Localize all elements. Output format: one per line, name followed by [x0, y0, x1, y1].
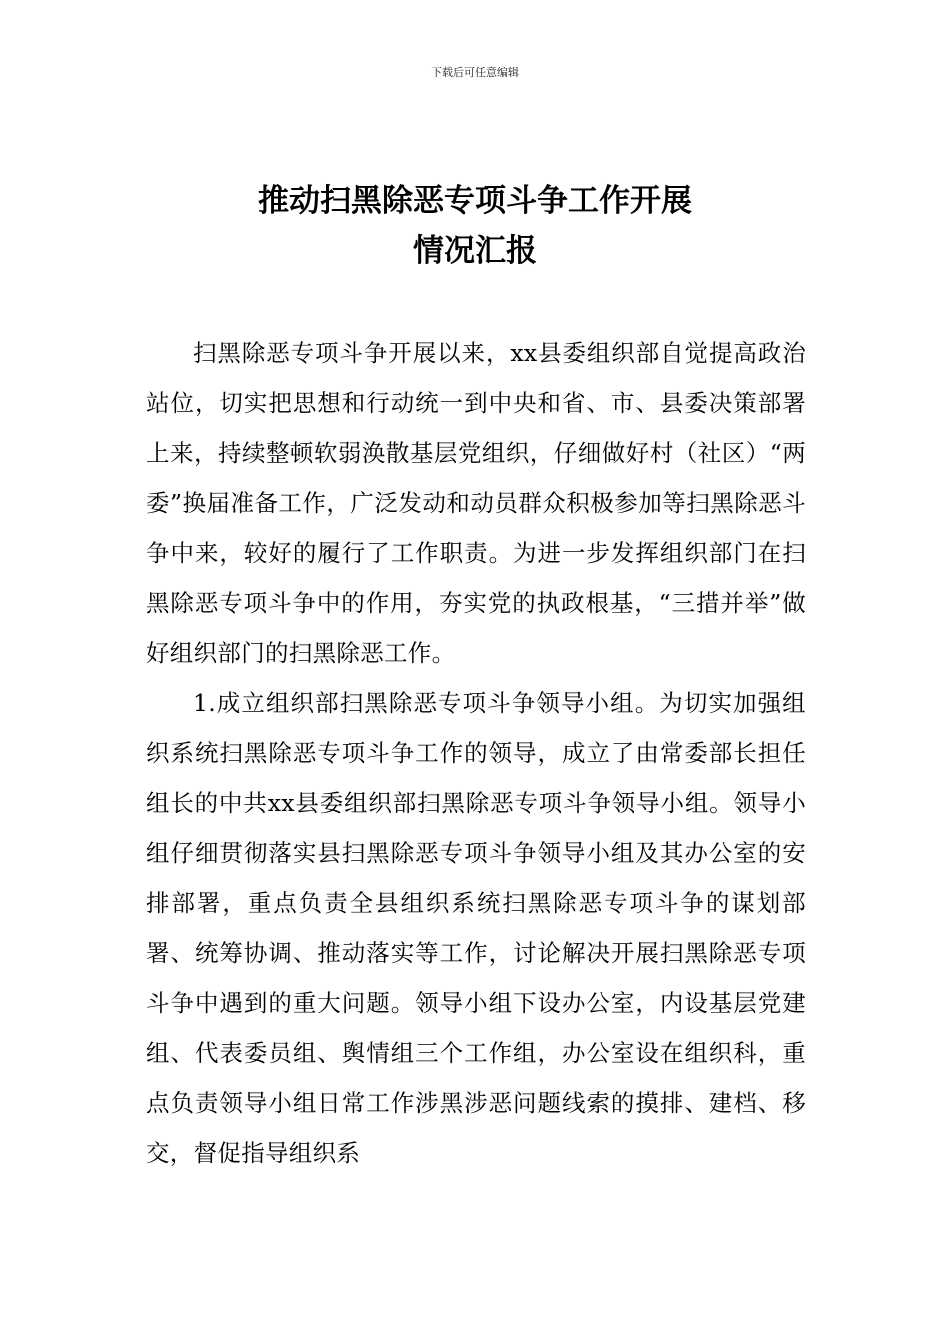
- title-line-2: 情况汇报: [413, 233, 537, 269]
- title-line-1: 推动扫黑除恶专项斗争工作开展: [258, 183, 692, 219]
- document-body: [146, 328, 806, 1178]
- paragraph-intro: 扫黑除恶专项斗争开展以来，xx县委组织部自觉提高政治站位，切实把思想和行动统一到中央和省、市、县委决策部署上来，持续整顿软弱涣散基层党组织，仔细做好村（社区）“两委”换届准备工作，广泛发动和动员群众积极参加等扫黑除恶斗争中来，较好的履行了工作职责。为进一步发挥组织部门在扫黑除恶专项斗争中的作用，夯实党的执政根基，“三措并举”做好组织部门的扫黑除恶工作。: [146, 339, 806, 667]
- document-title: [0, 176, 950, 276]
- page-header: 下载后可任意编辑: [431, 66, 519, 79]
- paragraph-1: 1.成立组织部扫黑除恶专项斗争领导小组。为切实加强组织系统扫黑除恶专项斗争工作的领导，成立了由常委部长担任组长的中共xx县委组织部扫黑除恶专项斗争领导小组。领导小组仔细贯彻落实县扫黑除恶专项斗争领导小组及其办公室的安排部署，重点负责全县组织系统扫黑除恶专项斗争的谋划部署、统筹协调、推动落实等工作，讨论解决开展扫黑除恶专项斗争中遇到的重大问题。领导小组下设办公室，内设基层党建组、代表委员组、舆情组三个工作组，办公室设在组织科，重点负责领导小组日常工作涉黑涉恶问题线索的摸排、建档、移交，督促指导组织系: [146, 689, 806, 1167]
